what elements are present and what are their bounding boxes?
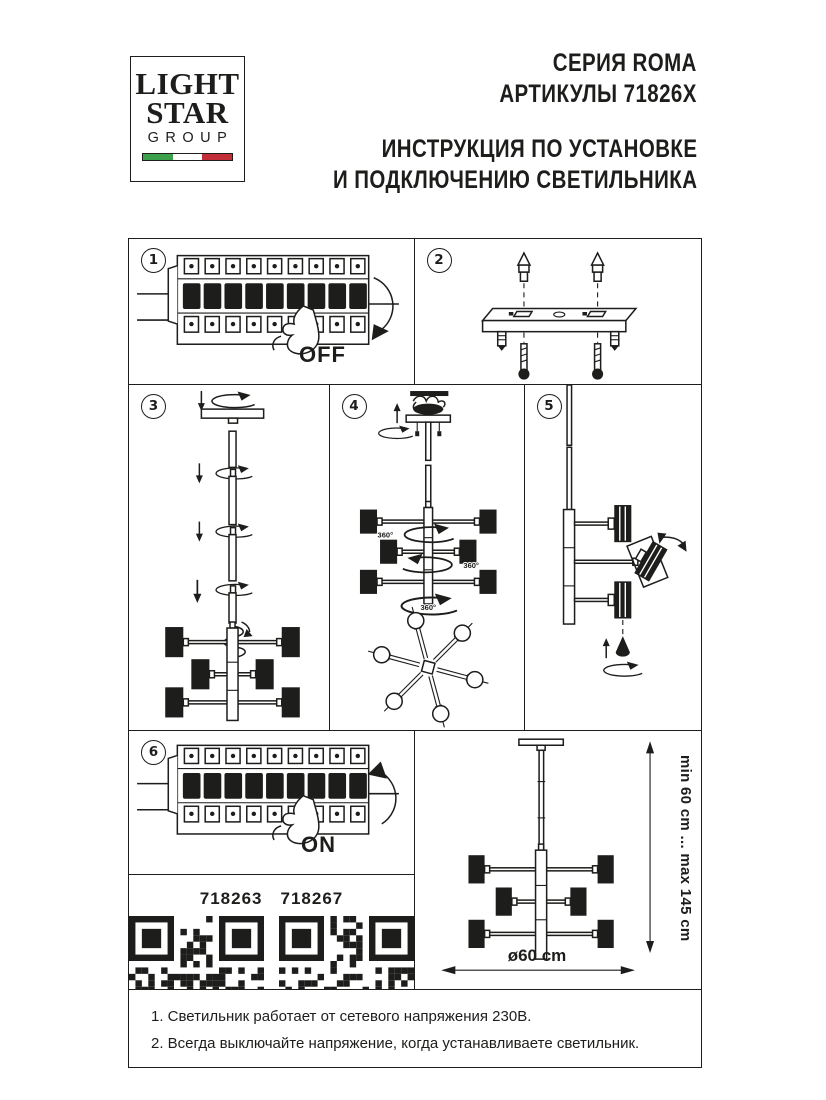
instruction-title-line2: И ПОДКЛЮЧЕНИЮ СВЕТИЛЬНИКА bbox=[332, 166, 697, 194]
flag-red bbox=[202, 154, 231, 160]
step-3-illustration bbox=[129, 385, 329, 731]
height-range-label: min 60 cm ... max 145 cm bbox=[677, 755, 694, 942]
down-arrow-icon bbox=[196, 521, 203, 541]
circuit-breaker-icon bbox=[137, 745, 399, 843]
wall-plug-icon bbox=[591, 253, 603, 281]
article-codes-panel bbox=[128, 874, 415, 991]
flag-white bbox=[173, 154, 202, 160]
diameter-label: ø60 cm bbox=[507, 945, 567, 965]
rod-segment bbox=[229, 476, 236, 524]
down-arrow-icon bbox=[193, 579, 201, 602]
rotation-arrow-icon bbox=[212, 391, 255, 407]
step-5-panel bbox=[524, 384, 703, 732]
diagram-grid bbox=[128, 238, 702, 1068]
step-2-number: 2 bbox=[427, 248, 452, 273]
chandelier-body-icon bbox=[468, 844, 613, 959]
rotation-degree-label: 360° bbox=[377, 530, 393, 540]
lamp-shade-icon bbox=[608, 505, 631, 542]
step-6-illustration bbox=[129, 731, 414, 875]
dimensions-panel bbox=[414, 730, 703, 991]
logo-word-group: GROUP bbox=[147, 130, 234, 147]
circuit-breaker-icon bbox=[137, 256, 399, 354]
step-6-panel bbox=[128, 730, 415, 876]
diameter-dimension-arrow bbox=[441, 966, 635, 974]
italian-flag-stripe bbox=[142, 153, 232, 161]
screw-icon bbox=[610, 332, 618, 351]
rod-segment bbox=[567, 385, 572, 445]
series-title: СЕРИЯ ROMA bbox=[552, 49, 697, 77]
step-4-panel bbox=[329, 384, 526, 732]
rotation-degree-label: 360° bbox=[419, 602, 436, 612]
rotate-up-arrow-icon bbox=[368, 761, 396, 823]
down-arrow-icon bbox=[198, 391, 205, 411]
rotate-down-arrow-icon bbox=[372, 278, 393, 340]
rod-segment bbox=[229, 534, 236, 580]
step-5-illustration bbox=[525, 385, 702, 731]
top-view-six-arms-icon bbox=[368, 607, 488, 727]
wall-plug-icon bbox=[517, 253, 529, 281]
rotation-arrow-icon bbox=[603, 661, 641, 676]
step-1-panel bbox=[128, 238, 415, 385]
lamp-shade-icon bbox=[608, 581, 631, 618]
note-line: 2. Всегда выключайте напряжение, когда устанавливаете светильник. bbox=[151, 1034, 640, 1052]
article-code: 718267 bbox=[280, 888, 344, 908]
mounting-bracket-icon bbox=[482, 253, 635, 380]
header-instruction-block bbox=[333, 134, 697, 196]
step-5-number: 5 bbox=[537, 394, 562, 419]
up-arrow-icon bbox=[602, 638, 609, 658]
rod-segment bbox=[425, 422, 430, 460]
up-arrow-icon bbox=[393, 403, 400, 423]
rotation-degree-label: 360° bbox=[462, 560, 479, 570]
articles-title: АРТИКУЛЫ 71826X bbox=[499, 80, 697, 108]
canopy-plate bbox=[201, 409, 263, 418]
instruction-title-line1: ИНСТРУКЦИЯ ПО УСТАНОВКЕ bbox=[381, 135, 697, 163]
step-4-illustration bbox=[330, 385, 525, 731]
rod-segment bbox=[539, 750, 544, 850]
rotation-arrow-icon bbox=[378, 425, 412, 438]
logo-word-star: STAR bbox=[146, 94, 229, 130]
step-1-illustration bbox=[129, 239, 414, 384]
rod-segment bbox=[229, 431, 236, 467]
step-2-illustration bbox=[415, 239, 702, 384]
on-label: ON bbox=[301, 831, 336, 857]
step-6-number: 6 bbox=[141, 740, 166, 765]
chandelier-body-icon bbox=[359, 501, 496, 603]
off-label: OFF bbox=[299, 342, 346, 367]
step-3-panel bbox=[128, 384, 330, 732]
note-line: 1. Светильник работает от сетевого напряжения 230В. bbox=[151, 1007, 532, 1025]
long-screw-icon bbox=[592, 344, 603, 380]
long-screw-icon bbox=[518, 344, 529, 380]
rod-segment bbox=[425, 465, 430, 505]
canopy-plate bbox=[518, 739, 562, 745]
header-series-block bbox=[500, 48, 697, 110]
chandelier-body-icon bbox=[165, 622, 300, 720]
step-1-number: 1 bbox=[141, 248, 166, 273]
step-2-panel bbox=[414, 238, 703, 385]
rod-segment bbox=[229, 592, 236, 622]
light-bulb-icon bbox=[615, 636, 629, 657]
stem bbox=[563, 509, 574, 623]
down-arrow-icon bbox=[196, 463, 203, 483]
lightstar-logo bbox=[130, 56, 245, 182]
notes-panel bbox=[128, 989, 702, 1069]
height-dimension-arrow bbox=[646, 741, 654, 953]
logo-word-light: LIGHT bbox=[135, 66, 240, 101]
screw-icon bbox=[497, 332, 505, 351]
step-3-number: 3 bbox=[141, 394, 166, 419]
flag-green bbox=[143, 154, 172, 160]
step-4-number: 4 bbox=[342, 394, 367, 419]
rod-segment bbox=[567, 447, 572, 509]
article-code: 718263 bbox=[199, 888, 263, 908]
